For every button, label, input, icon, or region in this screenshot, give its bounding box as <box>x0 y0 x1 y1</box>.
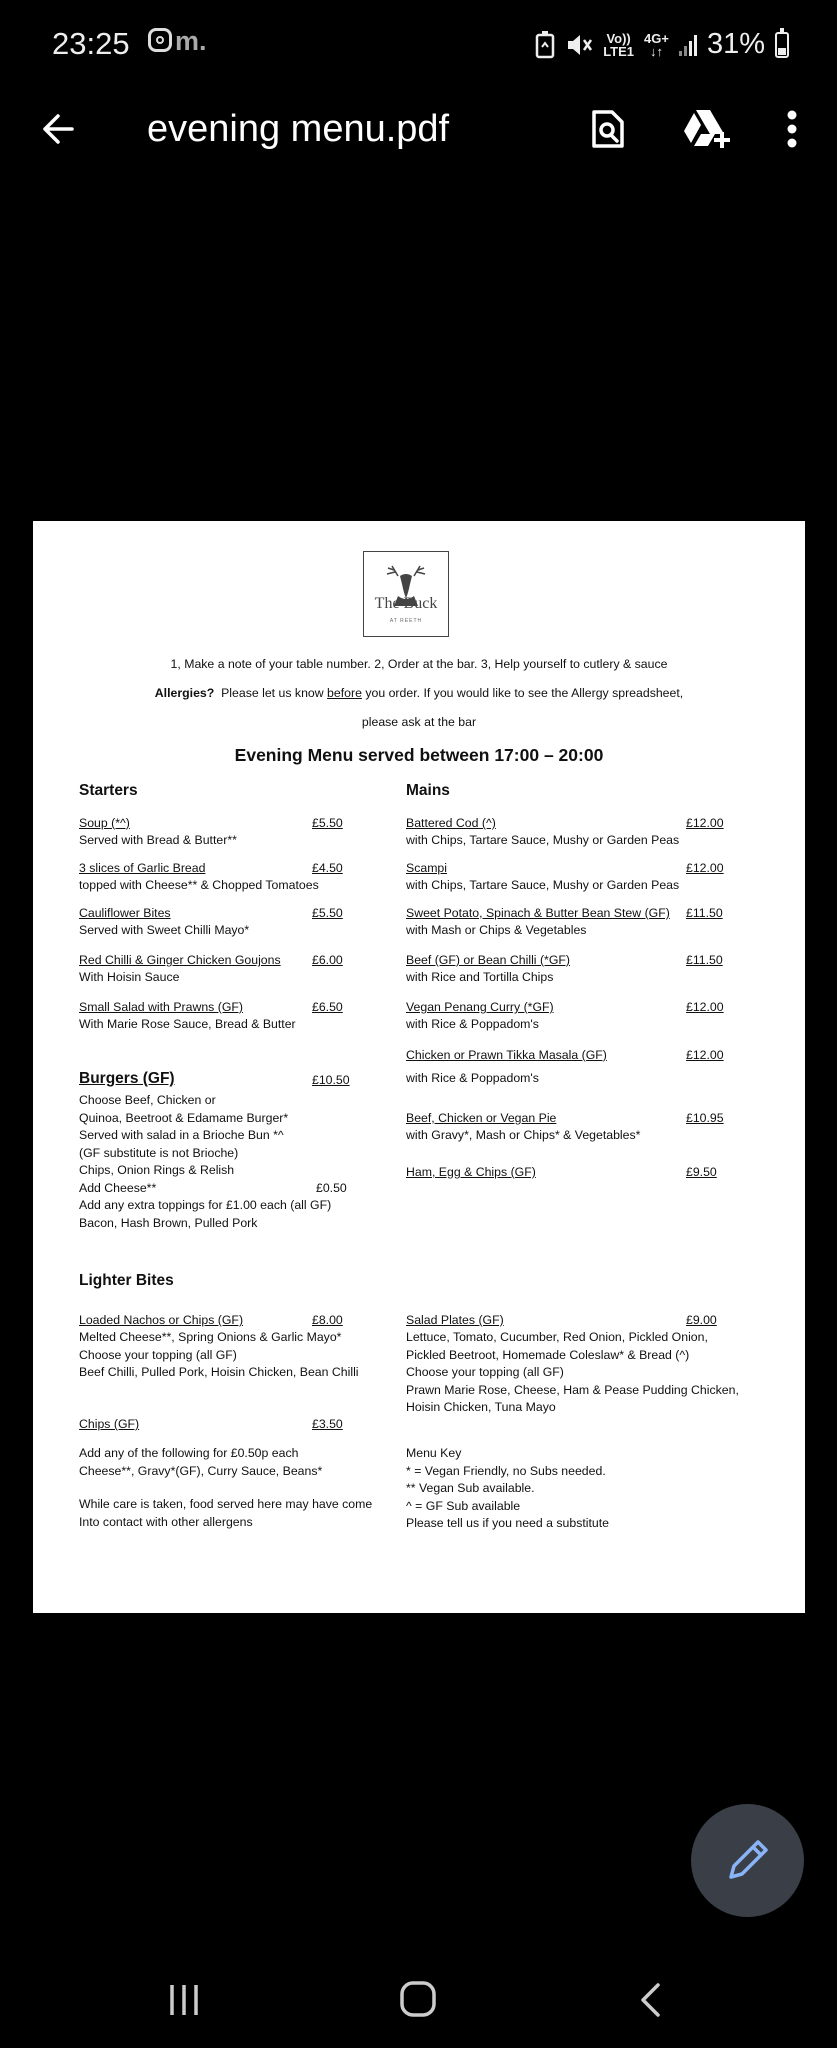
main-name: Vegan Penang Curry (*GF) <box>406 1000 554 1014</box>
status-time: 23:25 <box>52 26 130 61</box>
instagram-icon <box>148 28 172 52</box>
main-name: Battered Cod (^) <box>406 816 496 830</box>
back-icon <box>636 1982 666 2018</box>
allergy-label: Allergies? <box>154 686 215 700</box>
main-description: with Mash or Chips & Vegetables <box>406 923 587 937</box>
network-4g: 4G+ ↓↑ <box>644 30 669 59</box>
add-to-drive-icon <box>682 108 730 150</box>
burger-line: Chips, Onion Rings & Relish <box>79 1163 235 1177</box>
main-name: Ham, Egg & Chips (GF) <box>406 1165 536 1179</box>
starter-price: £5.50 <box>312 816 343 830</box>
status-app-letter: m. <box>175 26 207 56</box>
nachos-line: Choose your topping (all GF) <box>79 1347 237 1362</box>
salad-line: Pickled Beetroot, Homemade Coleslaw* & Bread (^) <box>406 1347 690 1362</box>
starter-name: Soup (*^) <box>79 816 130 830</box>
add-cheese-price: £0.50 <box>316 1181 347 1195</box>
starter-price: £4.50 <box>312 861 343 875</box>
main-description: with Rice & Poppadom's <box>406 1017 539 1031</box>
mains-heading: Mains <box>406 782 450 799</box>
main-description: with Chips, Tartare Sauce, Mushy or Garden Peas <box>406 878 680 892</box>
starter-name: Small Salad with Prawns (GF) <box>79 1000 244 1014</box>
starter-description: With Hoisin Sauce <box>79 970 180 984</box>
starter-description: topped with Cheese** & Chopped Tomatoes <box>79 878 319 892</box>
nachos-name: Loaded Nachos or Chips (GF) <box>79 1313 244 1327</box>
chips-name: Chips (GF) <box>79 1417 140 1431</box>
salad-name: Salad Plates (GF) <box>406 1313 504 1327</box>
battery-saver-icon <box>535 31 555 59</box>
back-button[interactable] <box>38 110 78 150</box>
nachos-line: Melted Cheese**, Spring Onions & Garlic Mayo* <box>79 1330 342 1344</box>
chips-price: £3.50 <box>312 1417 343 1431</box>
home-icon <box>399 1980 437 2018</box>
menu-key-line: Menu Key <box>406 1446 462 1460</box>
menu-key-line: ^ = GF Sub available <box>406 1498 521 1513</box>
lighter-bites-heading: Lighter Bites <box>79 1272 174 1289</box>
home-button[interactable] <box>399 1980 437 2018</box>
burger-line: Choose Beef, Chicken or <box>79 1093 216 1107</box>
salad-line: Choose your topping (all GF) <box>406 1365 564 1379</box>
burgers-price: £10.50 <box>312 1073 350 1087</box>
burger-line: Add Cheese** <box>79 1180 157 1195</box>
burger-line: Served with salad in a Brioche Bun *^ <box>79 1128 284 1142</box>
add-to-drive-button[interactable] <box>682 108 730 152</box>
menu-key-line: ** Vegan Sub available. <box>406 1481 535 1495</box>
burgers-heading: Burgers (GF) <box>79 1070 175 1087</box>
starters-heading: Starters <box>79 782 138 799</box>
starter-price: £5.50 <box>312 906 343 920</box>
chips-line: Cheese**, Gravy*(GF), Curry Sauce, Beans* <box>79 1463 323 1478</box>
search-document-button[interactable] <box>590 108 626 152</box>
network-volte: Vo)) LTE1 <box>603 30 635 59</box>
starter-price: £6.00 <box>312 953 343 967</box>
main-description: with Rice and Tortilla Chips <box>406 970 554 984</box>
main-name: Beef, Chicken or Vegan Pie <box>406 1111 557 1125</box>
salad-line: Prawn Marie Rose, Cheese, Ham & Pease Pudding Chicken, <box>406 1382 739 1397</box>
menu-heading: Evening Menu served between 17:00 – 20:00 <box>234 745 604 765</box>
logo-text: The Buck <box>374 595 438 612</box>
main-price: £12.00 <box>686 1000 724 1014</box>
document-title: evening menu.pdf <box>147 108 450 150</box>
battery-percent: 31% <box>706 28 765 60</box>
burger-line: Bacon, Hash Brown, Pulled Pork <box>79 1215 258 1230</box>
main-description: with Chips, Tartare Sauce, Mushy or Garden Peas <box>406 833 680 847</box>
battery-icon <box>775 32 789 58</box>
care-line: While care is taken, food served here may have come <box>79 1497 373 1511</box>
allergy-notice-line-2: please ask at the bar <box>361 715 477 729</box>
burger-line: (GF substitute is not Brioche) <box>79 1145 239 1160</box>
salad-price: £9.00 <box>686 1313 717 1327</box>
starter-price: £6.50 <box>312 1000 343 1014</box>
edit-button[interactable] <box>691 1804 804 1917</box>
starter-description: Served with Bread & Butter** <box>79 833 237 847</box>
menu-key-line: * = Vegan Friendly, no Subs needed. <box>406 1463 606 1478</box>
recents-button[interactable] <box>166 1982 202 2018</box>
main-name: Sweet Potato, Spinach & Butter Bean Stew (GF) <box>406 906 670 920</box>
main-name: Scampi <box>406 861 448 875</box>
arrow-left-icon <box>40 111 76 147</box>
salad-line: Hoisin Chicken, Tuna Mayo <box>406 1400 556 1414</box>
main-price: £11.50 <box>686 953 723 967</box>
menu-key-line: Please tell us if you need a substitute <box>406 1516 610 1530</box>
main-description: with Rice & Poppadom's <box>406 1071 539 1085</box>
starter-name: 3 slices of Garlic Bread <box>79 861 206 875</box>
salad-line: Lettuce, Tomato, Cucumber, Red Onion, Pickled Onion, <box>406 1330 708 1344</box>
logo-subtext: AT REETH <box>389 618 423 624</box>
find-in-document-icon <box>590 108 626 150</box>
nachos-line: Beef Chilli, Pulled Pork, Hoisin Chicken, Bean Chilli <box>79 1365 359 1379</box>
instructions: 1, Make a note of your table number. 2, Order at the bar. 3, Help yourself to cutlery & sauce <box>170 657 668 671</box>
main-description: with Gravy*, Mash or Chips* & Vegetables* <box>406 1128 641 1142</box>
nav-back-button[interactable] <box>636 1982 666 2018</box>
main-price: £12.00 <box>686 861 724 875</box>
care-line: Into contact with other allergens <box>79 1514 253 1529</box>
main-price: £9.50 <box>686 1165 717 1179</box>
chips-line: Add any of the following for £0.50p each <box>79 1446 299 1460</box>
signal-icon <box>679 34 697 56</box>
mute-icon <box>565 32 593 58</box>
starter-name: Cauliflower Bites <box>79 906 171 920</box>
starter-name: Red Chilli & Ginger Chicken Goujons <box>79 953 281 967</box>
burger-line: Quinoa, Beetroot & Edamame Burger* <box>79 1110 289 1125</box>
allergy-notice: Allergies? Please let us know before you order. If you would like to see the Allergy spreadsheet, <box>154 686 684 700</box>
main-price: £12.00 <box>686 1048 724 1062</box>
burger-line: Add any extra toppings for £1.00 each (all GF) <box>79 1198 332 1212</box>
pdf-page[interactable] <box>33 521 805 1613</box>
allergy-before: before <box>327 686 362 700</box>
main-price: £12.00 <box>686 816 724 830</box>
main-price: £11.50 <box>686 906 723 920</box>
status-indicators <box>535 28 789 61</box>
logo <box>363 551 449 637</box>
recents-icon <box>166 1982 202 2018</box>
main-name: Beef (GF) or Bean Chilli (*GF) <box>406 953 570 967</box>
more-vert-icon <box>780 108 804 150</box>
nachos-price: £8.00 <box>312 1313 343 1327</box>
more-options-button[interactable] <box>780 108 804 152</box>
main-name: Chicken or Prawn Tikka Masala (GF) <box>406 1048 607 1062</box>
main-price: £10.95 <box>686 1111 724 1125</box>
starter-description: Served with Sweet Chilli Mayo* <box>79 923 250 937</box>
edit-pencil-icon <box>691 1804 804 1917</box>
starter-description: With Marie Rose Sauce, Bread & Butter <box>79 1017 296 1031</box>
